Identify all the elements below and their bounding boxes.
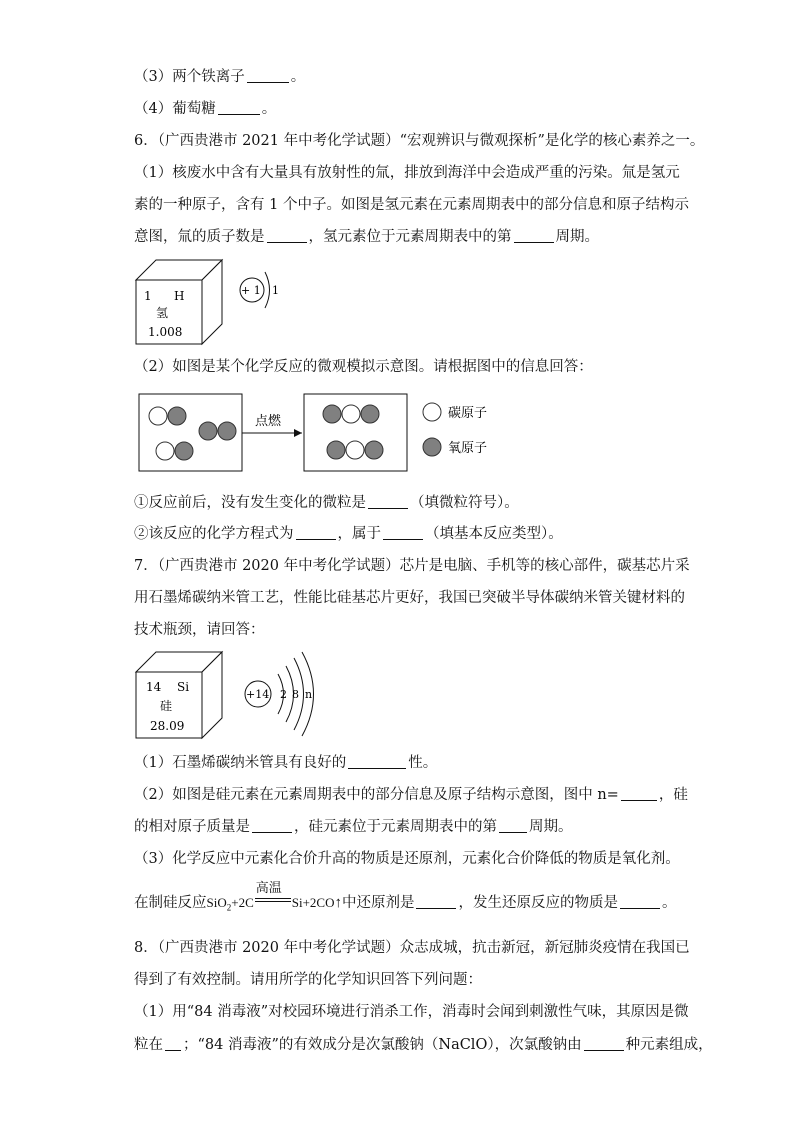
- answer-blank[interactable]: [165, 1036, 181, 1051]
- q8-heading-b: 得到了有效控制。请用所学的化学知识回答下列问题：: [134, 972, 482, 988]
- si-atomic-number: 14: [146, 680, 162, 694]
- reaction-figure: [134, 390, 514, 474]
- h-shell-1: 1: [272, 284, 279, 297]
- q7-2b-mid: ，硅元素位于元素周期表中的第: [294, 819, 497, 835]
- q7-2-line: [134, 786, 688, 804]
- si-name: 硅: [160, 699, 173, 713]
- silicon-figure: [134, 650, 334, 742]
- answer-blank[interactable]: [514, 228, 554, 243]
- product-particles: [323, 405, 383, 459]
- h-atomic-number: 1: [144, 289, 152, 303]
- oxygen-atom: [218, 422, 236, 440]
- q7-3b-line: [134, 881, 677, 917]
- si-atomic-mass: 28.09: [150, 719, 185, 733]
- answer-blank[interactable]: [348, 754, 406, 769]
- q6-2-i-line: [134, 494, 519, 512]
- reaction-condition: 点燃: [255, 414, 282, 429]
- legend-oxygen-atom: [423, 438, 441, 456]
- h-name: 氢: [156, 306, 169, 320]
- h-nucleus-charge: + 1: [241, 284, 261, 297]
- answer-blank[interactable]: [218, 100, 260, 115]
- si-shell-1: 2: [280, 688, 287, 701]
- si-shell-3: n: [305, 688, 313, 701]
- q5-4-line: [134, 100, 276, 118]
- eq-products: Si+2CO: [291, 895, 335, 910]
- q5-3-text: （3）两个铁离子: [134, 69, 245, 85]
- q7-3b-pre: 在制硅反应: [134, 895, 207, 911]
- q7-3-line: （3）化学反应中元素化合价升高的物质是还原剂，元素化合价降低的物质是氧化剂。: [134, 851, 680, 867]
- q6-1-line-a: （1）核废水中含有大量具有放射性的氚，排放到海洋中会造成严重的污染。氚是氢元: [134, 165, 680, 181]
- q7-2b-line: [134, 818, 573, 836]
- q6-2-i-end: （填微粒符号）。: [410, 495, 519, 511]
- q5-3-end: 。: [290, 69, 306, 85]
- q8-1b-mid: ；“84 消毒液”的有效成分是次氯酸钠（NaClO），次氯酸钠由: [183, 1037, 582, 1053]
- q6-heading: 6．（广西贵港市 2021 年中考化学试题）“宏观辨识与微观探析”是化学的核心素养之一。: [134, 133, 705, 149]
- answer-blank[interactable]: [383, 525, 423, 540]
- q7-heading-c: 技术瓶颈，请回答：: [134, 622, 265, 638]
- carbon-atom: [156, 442, 174, 460]
- eq-condition-arrow: [254, 881, 292, 909]
- answer-blank[interactable]: [621, 786, 657, 801]
- q8-1-line-b: [134, 1036, 713, 1054]
- carbon-atom: [149, 407, 167, 425]
- q7-3b-mid: 中还原剂是: [341, 895, 415, 911]
- q7-1-pre: （1）石墨烯碳纳米管具有良好的: [134, 755, 347, 771]
- q7-2-pre: （2）如图是硅元素在元素周期表中的部分信息及原子结构示意图，图中 n=: [134, 787, 619, 803]
- legend-oxygen-label: 氧原子: [448, 441, 488, 456]
- q8-1b-end: 种元素组成，: [625, 1037, 713, 1053]
- answer-blank[interactable]: [247, 68, 289, 83]
- q5-4-text: （4）葡萄糖: [134, 101, 216, 117]
- oxygen-atom: [365, 441, 383, 459]
- reactant-particles: [149, 407, 236, 460]
- q5-4-end: 。: [261, 101, 277, 117]
- q6-2-ii-end: （填基本反应类型）。: [425, 526, 563, 542]
- q7-1-line: [134, 754, 437, 772]
- q6-2-i-pre: ①反应前后，没有发生变化的微粒是: [134, 495, 366, 511]
- q6-2-ii-line: [134, 525, 563, 543]
- legend-carbon-atom: [423, 403, 441, 421]
- si-nucleus-charge: +14: [246, 688, 270, 701]
- q8-heading: 8．（广西贵港市 2020 年中考化学试题）众志成城，抗击新冠，新冠肺炎疫情在我国已: [134, 940, 690, 956]
- h-symbol: H: [174, 289, 185, 303]
- oxygen-atom: [175, 442, 193, 460]
- eq-condition: 高温: [255, 881, 282, 896]
- h-atomic-mass: 1.008: [148, 325, 183, 339]
- q6-1-line-c: [134, 228, 599, 246]
- reaction-arrow-head: [294, 429, 302, 437]
- q7-1-end: 性。: [408, 755, 438, 771]
- q6-2-ii-mid: ，属于: [337, 526, 381, 542]
- oxygen-atom: [168, 407, 186, 425]
- answer-blank[interactable]: [620, 894, 660, 909]
- answer-blank[interactable]: [499, 818, 527, 833]
- carbon-atom: [342, 405, 360, 423]
- q7-heading-b: 用石墨烯碳纳米管工艺，性能比硅基芯片更好，我国已突破半导体碳纳米管关键材料的: [134, 590, 685, 606]
- si-shell-2: 8: [292, 688, 299, 701]
- q5-3-line: [134, 68, 305, 86]
- legend-carbon-label: 碳原子: [448, 406, 488, 421]
- q6-1-line-b: 素的一种原子，含有 1 个中子。如图是氢元素在元素周期表中的部分信息和原子结构示: [134, 197, 689, 213]
- q7-2b-pre: 的相对原子质量是: [134, 819, 250, 835]
- si-symbol: Si: [177, 680, 190, 694]
- oxygen-atom: [327, 441, 345, 459]
- q7-2b-end: 周期。: [529, 819, 573, 835]
- oxygen-atom: [361, 405, 379, 423]
- eq-plus-c: +2C: [231, 895, 254, 910]
- q8-1b-pre: 粒在: [134, 1037, 163, 1053]
- carbon-atom: [346, 441, 364, 459]
- q7-2-end: ，硅: [658, 787, 688, 803]
- eq-sub: 2: [226, 902, 232, 913]
- answer-blank[interactable]: [267, 228, 307, 243]
- gas-arrow: ↑: [334, 895, 342, 911]
- hydrogen-figure: [134, 258, 304, 350]
- q6-1c-mid: ，氢元素位于元素周期表中的第: [308, 229, 512, 245]
- eq-sio: SiO: [206, 895, 227, 910]
- answer-blank[interactable]: [368, 494, 408, 509]
- answer-blank[interactable]: [252, 818, 292, 833]
- q8-1-line-a: （1）用“84 消毒液”对校园环境进行消杀工作，消毒时会闻到刺激性气味，其原因是微: [134, 1004, 689, 1020]
- answer-blank[interactable]: [416, 894, 456, 909]
- answer-blank[interactable]: [296, 525, 336, 540]
- q6-2-ii-pre: ②该反应的化学方程式为: [134, 526, 294, 542]
- q6-2-line: （2）如图是某个化学反应的微观模拟示意图。请根据图中的信息回答：: [134, 359, 593, 375]
- oxygen-atom: [199, 422, 217, 440]
- silicon-equation: [206, 881, 342, 913]
- q7-3b-end: 。: [661, 895, 677, 911]
- answer-blank[interactable]: [584, 1036, 624, 1051]
- q7-3b-mid2: ，发生还原反应的物质是: [458, 895, 618, 911]
- q6-1c-pre: 意图，氚的质子数是: [134, 229, 265, 245]
- oxygen-atom: [323, 405, 341, 423]
- q6-1c-end: 周期。: [555, 229, 599, 245]
- q7-heading: 7．（广西贵港市 2020 年中考化学试题）芯片是电脑、手机等的核心部件，碳基芯片采: [134, 558, 690, 574]
